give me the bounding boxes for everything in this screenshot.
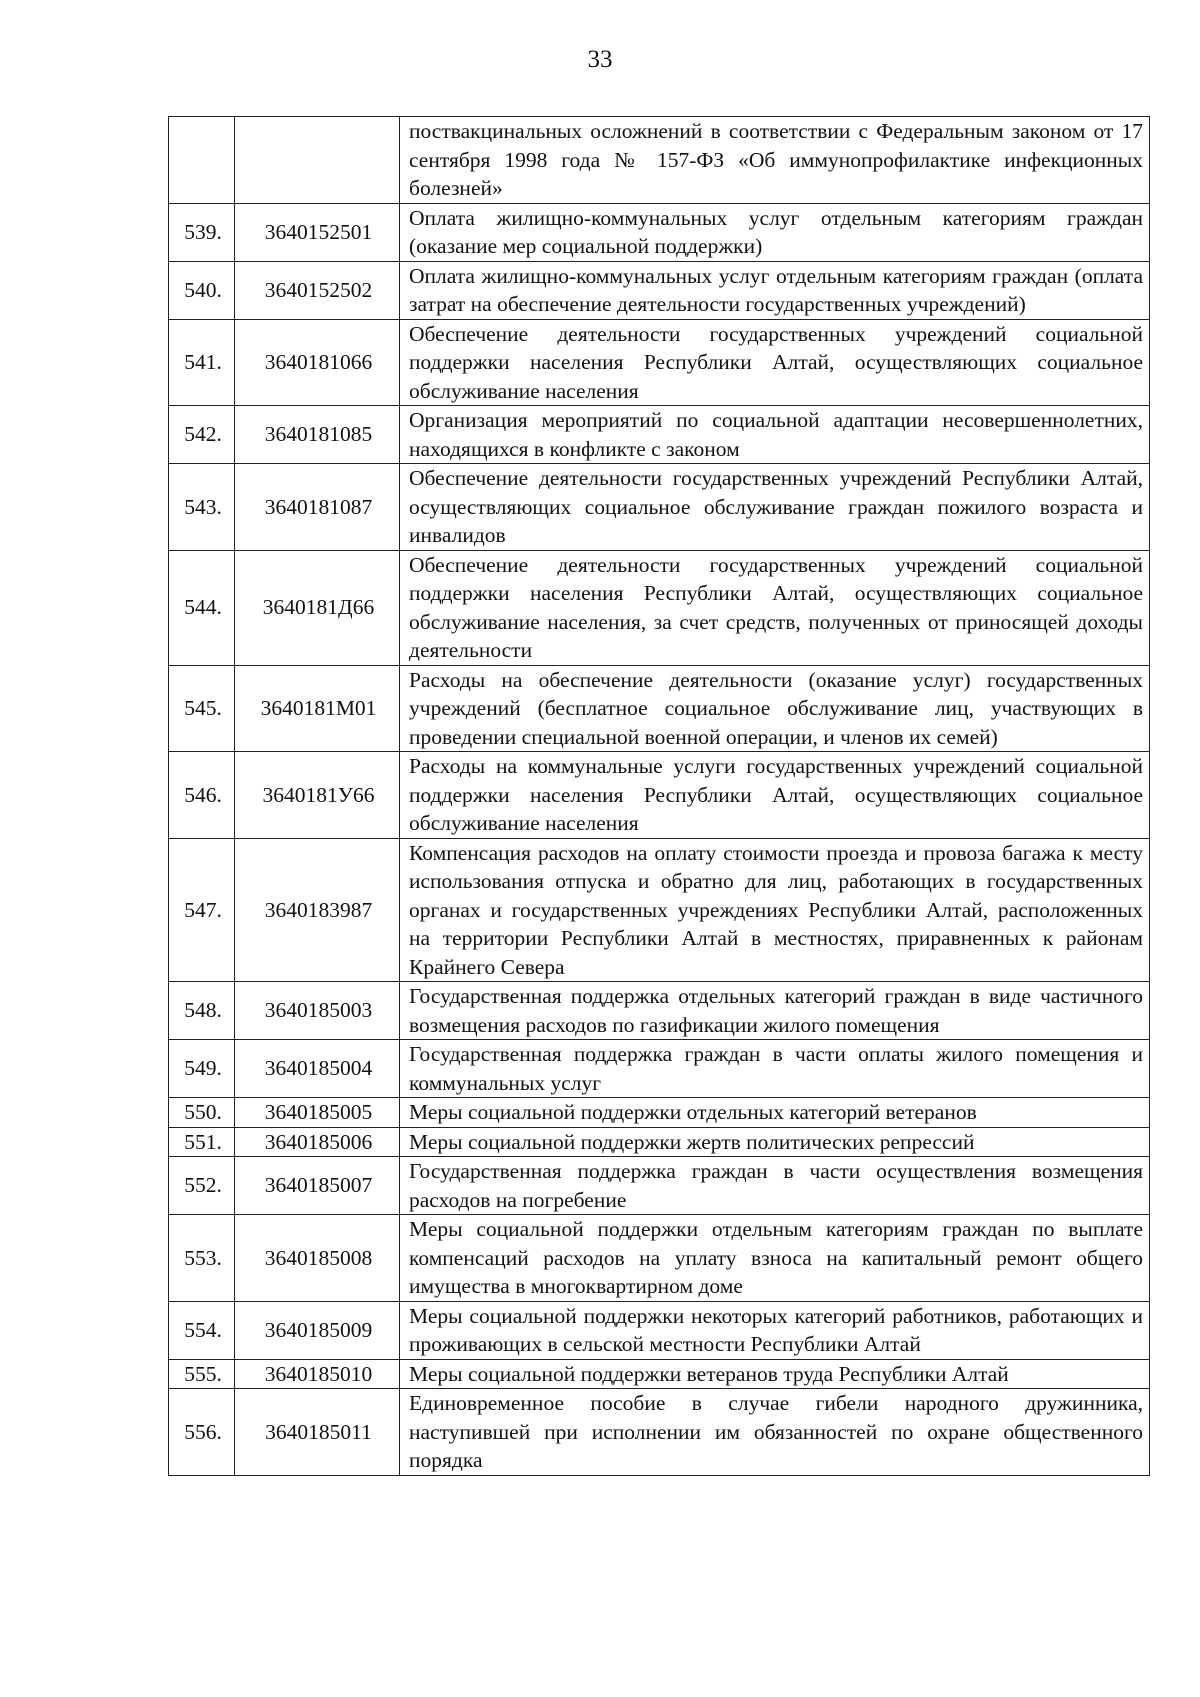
table-row bbox=[169, 1389, 1150, 1476]
row-number: 548. bbox=[169, 982, 235, 1040]
row-number: 540. bbox=[169, 261, 235, 319]
row-description: Государственная поддержка граждан в части осуществления возмещения расходов на погребение bbox=[400, 1157, 1150, 1215]
target-code: 3640185007 bbox=[235, 1157, 400, 1215]
target-code: 3640185005 bbox=[235, 1098, 400, 1128]
row-number: 542. bbox=[169, 406, 235, 464]
target-code: 3640181085 bbox=[235, 406, 400, 464]
row-description: Оплата жилищно-коммунальных услуг отдельным категориям граждан (оказание мер социальной поддержки) bbox=[400, 203, 1150, 261]
row-number: 543. bbox=[169, 464, 235, 551]
row-description: Меры социальной поддержки жертв политических репрессий bbox=[400, 1127, 1150, 1157]
table-row bbox=[169, 550, 1150, 665]
row-number: 545. bbox=[169, 665, 235, 752]
row-number: 547. bbox=[169, 838, 235, 982]
table-row bbox=[169, 203, 1150, 261]
row-number: 550. bbox=[169, 1098, 235, 1128]
row-number: 555. bbox=[169, 1359, 235, 1389]
row-description: Расходы на обеспечение деятельности (оказание услуг) государственных учреждений (бесплатное социальное обслуживание лиц, участвующих в проведении специальной военной операции, и членов их семей) bbox=[400, 665, 1150, 752]
row-number: 541. bbox=[169, 319, 235, 406]
table-row bbox=[169, 319, 1150, 406]
page-number: 33 bbox=[587, 46, 613, 73]
row-description: Единовременное пособие в случае гибели народного дружинника, наступившей при исполнении им обязанностей по охране общественного порядка bbox=[400, 1389, 1150, 1476]
row-description: Компенсация расходов на оплату стоимости проезда и провоза багажа к месту использования отпуска и обратно для лиц, работающих в государственных органах и государственных учреждениях Республики Алтай, расположенных на территории Республики Алтай в местностях, приравненных к районам Крайнего Севера bbox=[400, 838, 1150, 982]
table-row bbox=[169, 982, 1150, 1040]
table-row bbox=[169, 1301, 1150, 1359]
row-description: Обеспечение деятельности государственных учреждений социальной поддержки населения Республики Алтай, осуществляющих социальное обслуживание населения, за счет средств, полученных от приносящей доходы деятельности bbox=[400, 550, 1150, 665]
table-row bbox=[169, 1098, 1150, 1128]
table-row bbox=[169, 464, 1150, 551]
table-row bbox=[169, 1157, 1150, 1215]
row-description: поствакцинальных осложнений в соответствии с Федеральным законом от 17 сентября 1998 года № 157-ФЗ «Об иммунопрофилактике инфекционных болезней» bbox=[400, 117, 1150, 204]
target-code: 3640185004 bbox=[235, 1040, 400, 1098]
row-number: 553. bbox=[169, 1215, 235, 1302]
row-description: Расходы на коммунальные услуги государственных учреждений социальной поддержки населения Республики Алтай, осуществляющих социальное обслуживание населения bbox=[400, 752, 1150, 839]
row-description: Государственная поддержка граждан в части оплаты жилого помещения и коммунальных услуг bbox=[400, 1040, 1150, 1098]
table-row bbox=[169, 838, 1150, 982]
row-description: Меры социальной поддержки отдельных категорий ветеранов bbox=[400, 1098, 1150, 1128]
row-number: 556. bbox=[169, 1389, 235, 1476]
target-code: 3640181087 bbox=[235, 464, 400, 551]
table-row bbox=[169, 261, 1150, 319]
target-code: 3640185011 bbox=[235, 1389, 400, 1476]
table-row bbox=[169, 1359, 1150, 1389]
target-code: 3640152502 bbox=[235, 261, 400, 319]
table-row bbox=[169, 117, 1150, 204]
target-code: 3640185008 bbox=[235, 1215, 400, 1302]
row-number bbox=[169, 117, 235, 204]
table-row bbox=[169, 665, 1150, 752]
target-code: 3640185006 bbox=[235, 1127, 400, 1157]
target-code: 3640181У66 bbox=[235, 752, 400, 839]
table-body bbox=[169, 117, 1150, 1476]
budget-classification-table bbox=[168, 116, 1150, 1476]
row-description: Государственная поддержка отдельных категорий граждан в виде частичного возмещения расходов по газификации жилого помещения bbox=[400, 982, 1150, 1040]
row-description: Организация мероприятий по социальной адаптации несовершеннолетних, находящихся в конфликте с законом bbox=[400, 406, 1150, 464]
row-number: 549. bbox=[169, 1040, 235, 1098]
row-description: Оплата жилищно-коммунальных услуг отдельным категориям граждан (оплата затрат на обеспечение деятельности государственных учреждений) bbox=[400, 261, 1150, 319]
target-code: 3640185010 bbox=[235, 1359, 400, 1389]
target-code: 3640152501 bbox=[235, 203, 400, 261]
table-row bbox=[169, 1040, 1150, 1098]
row-number: 551. bbox=[169, 1127, 235, 1157]
target-code: 3640185003 bbox=[235, 982, 400, 1040]
target-code: 3640185009 bbox=[235, 1301, 400, 1359]
row-number: 544. bbox=[169, 550, 235, 665]
table-row bbox=[169, 1127, 1150, 1157]
target-code bbox=[235, 117, 400, 204]
target-code: 3640183987 bbox=[235, 838, 400, 982]
target-code: 3640181Д66 bbox=[235, 550, 400, 665]
row-description: Меры социальной поддержки некоторых категорий работников, работающих и проживающих в сельской местности Республики Алтай bbox=[400, 1301, 1150, 1359]
row-number: 546. bbox=[169, 752, 235, 839]
table-row bbox=[169, 1215, 1150, 1302]
row-number: 539. bbox=[169, 203, 235, 261]
row-number: 554. bbox=[169, 1301, 235, 1359]
row-description: Меры социальной поддержки отдельным категориям граждан по выплате компенсаций расходов на уплату взноса на капитальный ремонт общего имущества в многоквартирном доме bbox=[400, 1215, 1150, 1302]
row-description: Меры социальной поддержки ветеранов труда Республики Алтай bbox=[400, 1359, 1150, 1389]
target-code: 3640181066 bbox=[235, 319, 400, 406]
row-description: Обеспечение деятельности государственных учреждений Республики Алтай, осуществляющих социальное обслуживание граждан пожилого возраста и инвалидов bbox=[400, 464, 1150, 551]
target-code: 3640181М01 bbox=[235, 665, 400, 752]
row-description: Обеспечение деятельности государственных учреждений социальной поддержки населения Республики Алтай, осуществляющих социальное обслуживание населения bbox=[400, 319, 1150, 406]
table-row bbox=[169, 752, 1150, 839]
table-row bbox=[169, 406, 1150, 464]
row-number: 552. bbox=[169, 1157, 235, 1215]
